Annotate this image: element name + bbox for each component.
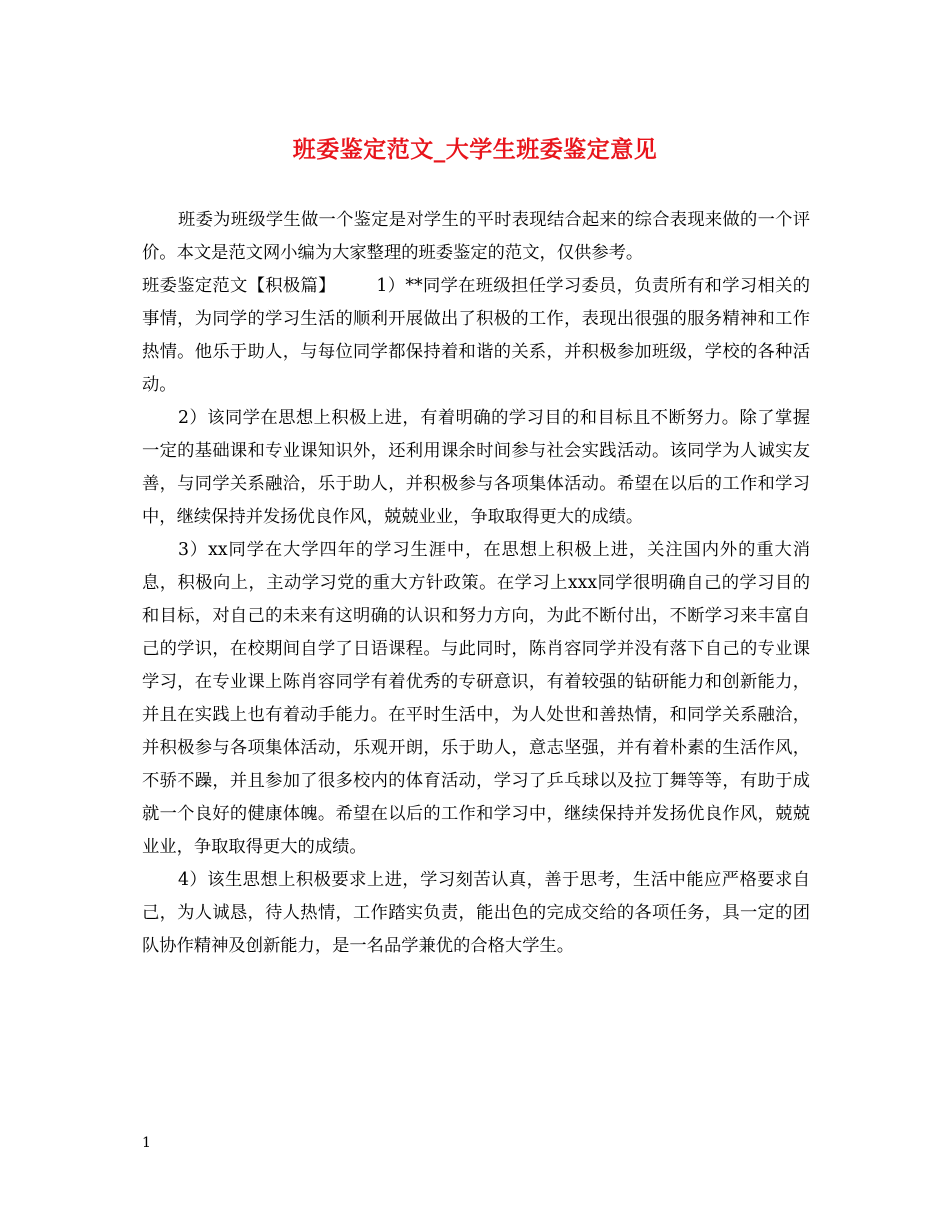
section-first-paragraph xyxy=(142,270,810,402)
page-number: 1 xyxy=(142,1135,151,1151)
paragraph-2: 2）该同学在思想上积极上进，有着明确的学习目的和目标且不断努力。除了掌握一定的基础课和专业课知识外，还利用课余时间参与社会实践活动。该同学为人诚实友善，与同学关系融洽，乐于助人，并积极参与各项集体活动。希望在以后的工作和学习中，继续保持并发扬优良作风，兢兢业业，争取取得更大的成绩。 xyxy=(142,408,810,527)
paragraph-4: 4）该生思想上积极要求上进，学习刻苦认真，善于思考，生活中能应严格要求自己，为人诚恳，待人热情，工作踏实负责，能出色的完成交给的各项任务，具一定的团队协作精神及创新能力，是一名品学兼优的合格大学生。 xyxy=(142,870,810,956)
document-body xyxy=(142,204,810,963)
intro-paragraph: 班委为班级学生做一个鉴定是对学生的平时表现结合起来的综合表现来做的一个评价。本文是范文网小编为大家整理的班委鉴定的范文，仅供参考。 xyxy=(142,210,810,263)
paragraph-3: 3）xx同学在大学四年的学习生涯中，在思想上积极上进，关注国内外的重大消息，积极向上，主动学习党的重大方针政策。在学习上xxx同学很明确自己的学习目的和目标，对自己的未来有这明确的认识和努力方向，为此不断付出，不断学习来丰富自己的学识，在校期间自学了日语课程。与此同时，陈肖容同学并没有落下自己的专业课学习，在专业课上陈肖容同学有着优秀的专研意识，有着较强的钻研能力和创新能力，并且在实践上也有着动手能力。在平时生活中，为人处世和善热情，和同学关系融洽，并积极参与各项集体活动，乐观开朗，乐于助人，意志坚强，并有着朴素的生活作风，不骄不躁，并且参加了很多校内的体育活动，学习了乒乓球以及拉丁舞等等，有助于成就一个良好的健康体魄。希望在以后的工作和学习中，继续保持并发扬优良作风，兢兢业业，争取取得更大的成绩。 xyxy=(142,540,810,857)
document-title: 班委鉴定范文_大学生班委鉴定意见 xyxy=(292,136,658,163)
paragraph-1: 1）**同学在班级担任学习委员，负责所有和学习相关的事情，为同学的学习生活的顺利开展做出了积极的工作，表现出很强的服务精神和工作热情。他乐于助人，与每位同学都保持着和谐的关系，并积极参加班级，学校的各种活动。 xyxy=(142,276,810,395)
section-label: 班委鉴定范文【积极篇】 xyxy=(142,276,336,296)
